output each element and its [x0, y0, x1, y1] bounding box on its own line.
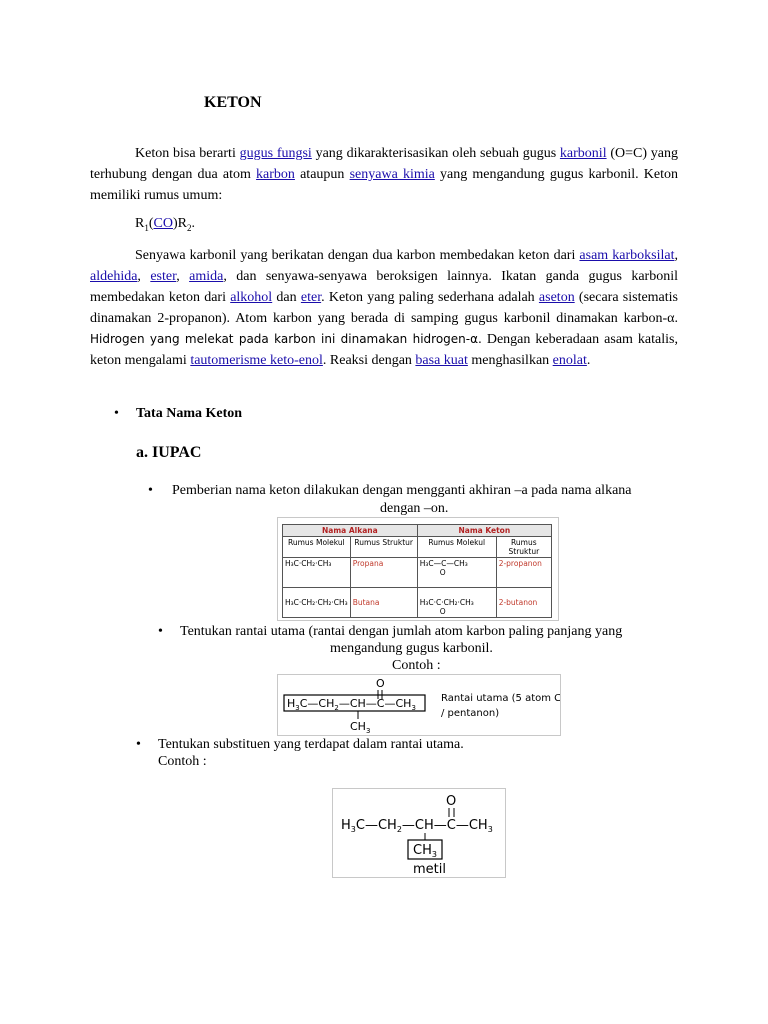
formula-sub: 2	[186, 222, 192, 233]
link-karbon[interactable]: karbon	[256, 167, 295, 182]
bullet: •	[114, 406, 119, 421]
substituent-diagram	[333, 789, 505, 877]
intro-paragraph	[90, 143, 678, 206]
table-cell: Propana	[350, 558, 417, 588]
link-karbonil[interactable]: karbonil	[559, 146, 607, 161]
general-formula	[135, 216, 195, 233]
bullet: •	[136, 737, 141, 752]
keton-atom: H₃C	[419, 559, 434, 568]
keton-atom: C·CH₂	[435, 598, 458, 607]
link-eter[interactable]: eter	[300, 290, 322, 305]
naming-table	[282, 524, 552, 618]
para-text: ,	[176, 269, 190, 284]
bullet: •	[148, 483, 153, 498]
intro-text: ataupun	[294, 167, 350, 182]
table-row	[283, 558, 552, 588]
link-gugus-fungsi[interactable]: gugus fungsi	[239, 146, 312, 161]
table-cell: 2-butanon	[496, 588, 551, 618]
formula-end: .	[191, 216, 195, 231]
section-heading: Tata Nama Keton	[136, 406, 243, 421]
oxygen-atom: O	[446, 794, 457, 809]
table-cell: 2-propanon	[496, 558, 551, 588]
formula-sub: 1	[144, 222, 149, 233]
keton-atom: CH₃	[453, 559, 468, 568]
intro-text: Keton bisa berarti	[135, 146, 240, 161]
table-col-header: Rumus Molekul	[417, 537, 496, 558]
substituent-group: $CH_3$	[413, 843, 437, 859]
para-text: , dan senyawa-senyawa beroksigen lainnya. Ikatan ganda gugus karbonil membedakan keton dari	[90, 269, 678, 305]
formula-r: R	[177, 216, 187, 231]
substituent-label: metil	[413, 862, 446, 877]
subheading-iupac: a. IUPAC	[136, 444, 202, 461]
link-basa-kuat[interactable]: basa kuat	[415, 353, 468, 368]
rule1-line2: dengan –on.	[380, 501, 449, 516]
para-text: menghasilkan	[467, 353, 553, 368]
paragraph-2	[90, 245, 678, 371]
para-text: .	[586, 353, 591, 368]
table-col-header: Rumus Molekul	[283, 537, 351, 558]
bullet: •	[158, 624, 163, 639]
para-text: Hidrogen yang melekat pada karbon ini dinamakan hidrogen-α.	[90, 332, 482, 346]
chain-text: $H_3C—CH_2—CH—C—CH_3$	[287, 697, 416, 712]
table-group-header: Nama Keton	[417, 525, 551, 537]
para-text: dan	[272, 290, 301, 305]
intro-text: (O=C) yang terhubung dengan dua atom	[90, 146, 678, 182]
page-title: KETON	[204, 94, 262, 111]
link-co[interactable]: CO	[153, 216, 173, 231]
link-ester[interactable]: ester	[150, 269, 177, 284]
para-text: . Reaksi dengan	[322, 353, 416, 368]
formula-r: R	[135, 216, 145, 231]
table-row	[283, 588, 552, 618]
table-cell: H₃C·CH₂·CH₂·CH₃	[283, 588, 351, 618]
link-asam-karboksilat[interactable]: asam karboksilat	[579, 248, 675, 263]
link-senyawa-kimia[interactable]: senyawa kimia	[349, 167, 435, 182]
main-chain-figure	[277, 674, 561, 736]
para-text: ,	[674, 248, 678, 263]
rule3-line1: Tentukan substituen yang terdapat dalam rantai utama.	[158, 737, 464, 752]
table-cell: H₃C·C·CH₂·CH₃ O	[417, 588, 496, 618]
oxygen-atom: O	[376, 677, 385, 690]
link-alkohol[interactable]: alkohol	[230, 290, 273, 305]
link-aseton[interactable]: aseton	[538, 290, 575, 305]
table-group-header: Nama Alkana	[283, 525, 418, 537]
table-cell: Butana	[350, 588, 417, 618]
chain-label: / pentanon)	[441, 708, 500, 719]
substituent-figure	[332, 788, 506, 878]
keton-atom: H₃C	[419, 598, 434, 607]
para-text: (secara sistematis dinamakan 2-propanon). Atom karbon yang berada di samping gugus karbonil dinamakan karbon-α.	[90, 290, 678, 326]
rule3-contoh: Contoh :	[158, 754, 207, 769]
table-cell: H₃C·CH₂·CH₃	[283, 558, 351, 588]
methyl-group: $CH_3$	[350, 720, 371, 735]
keton-atom: C	[441, 559, 447, 568]
formula-paren: )	[172, 216, 178, 231]
keton-oxygen: O	[439, 568, 446, 577]
table-col-header: Rumus Struktur	[496, 537, 551, 558]
rule1-line1: Pemberian nama keton dilakukan dengan mengganti akhiran –a pada nama alkana	[172, 483, 632, 498]
formula-paren: (	[148, 216, 154, 231]
rule2-line1: Tentukan rantai utama (rantai dengan jumlah atom karbon paling panjang yang	[180, 624, 623, 639]
main-chain-diagram	[278, 675, 560, 735]
rule2-contoh: Contoh :	[392, 658, 441, 673]
intro-text: yang mengandung gugus karbonil. Keton memiliki rumus umum:	[90, 167, 678, 203]
table-col-header: Rumus Struktur	[350, 537, 417, 558]
naming-table-figure	[277, 517, 559, 621]
link-enolat[interactable]: enolat	[552, 353, 587, 368]
para-text: Dengan keberadaan asam katalis, keton mengalami	[90, 332, 678, 368]
para-text: . Keton yang paling sederhana adalah	[321, 290, 539, 305]
keton-atom: CH₃	[459, 598, 474, 607]
link-aldehida[interactable]: aldehida	[90, 269, 138, 284]
keton-oxygen: O	[439, 607, 446, 616]
table-cell: H₃C—C—CH₃ O	[417, 558, 496, 588]
para-text: Senyawa karbonil yang berikatan dengan dua karbon membedakan keton dari	[135, 248, 580, 263]
chain-text: $H_3C—CH_2—CH—C—CH_3$	[341, 818, 493, 834]
chain-label: Rantai utama (5 atom C	[441, 693, 560, 704]
para-text: ,	[137, 269, 151, 284]
rule2-line2: mengandung gugus karbonil.	[330, 641, 493, 656]
intro-text: yang dikarakterisasikan oleh sebuah gugus	[311, 146, 560, 161]
link-amida[interactable]: amida	[189, 269, 224, 284]
link-tautomerisme[interactable]: tautomerisme keto-enol	[190, 353, 323, 368]
